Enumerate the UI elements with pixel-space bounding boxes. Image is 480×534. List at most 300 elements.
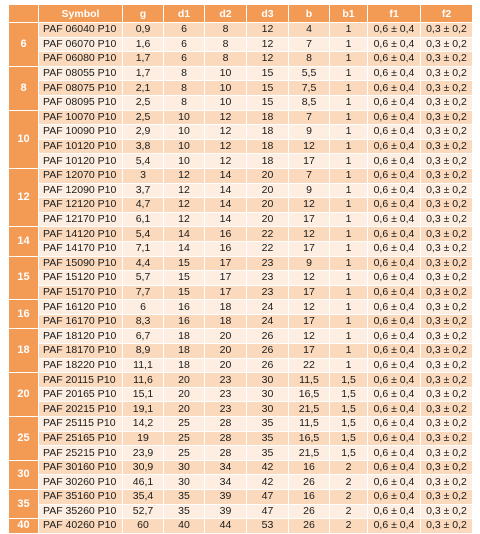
cell-d3: 22 [247, 241, 289, 256]
cell-d3: 35 [247, 431, 289, 446]
cell-d2: 20 [205, 358, 247, 373]
cell-d2: 14 [205, 212, 247, 227]
cell-f2: 0,3 ± 0,2 [421, 66, 473, 81]
cell-d3: 26 [247, 358, 289, 373]
cell-f1: 0,6 ± 0,4 [368, 373, 421, 388]
cell-d1: 25 [164, 417, 205, 432]
cell-g: 2,5 [123, 110, 164, 125]
cell-symbol: PAF 06070 P10 [39, 37, 123, 52]
header-b: b [289, 5, 330, 23]
cell-f2: 0,3 ± 0,2 [421, 198, 473, 213]
cell-d3: 26 [247, 344, 289, 359]
table-row [9, 183, 473, 198]
cell-f1: 0,6 ± 0,4 [368, 154, 421, 169]
cell-d3: 20 [247, 183, 289, 198]
cell-b: 12 [289, 198, 330, 213]
header-f1: f1 [368, 5, 421, 23]
cell-b: 17 [289, 241, 330, 256]
cell-symbol: PAF 25215 P10 [39, 446, 123, 461]
cell-g: 52,7 [123, 504, 164, 519]
cell-f2: 0,3 ± 0,2 [421, 358, 473, 373]
cell-d2: 12 [205, 125, 247, 140]
cell-symbol: PAF 15090 P10 [39, 256, 123, 271]
cell-symbol: PAF 18220 P10 [39, 358, 123, 373]
cell-d1: 12 [164, 168, 205, 183]
cell-d1: 14 [164, 227, 205, 242]
cell-b: 9 [289, 125, 330, 140]
table-row [9, 431, 473, 446]
cell-f1: 0,6 ± 0,4 [368, 490, 421, 505]
cell-b: 16,5 [289, 387, 330, 402]
table-row [9, 52, 473, 67]
cell-d2: 12 [205, 139, 247, 154]
cell-d2: 17 [205, 285, 247, 300]
table-row [9, 168, 473, 183]
cell-b1: 1 [330, 37, 368, 52]
table-row [9, 154, 473, 169]
cell-symbol: PAF 18170 P10 [39, 344, 123, 359]
cell-f2: 0,3 ± 0,2 [421, 227, 473, 242]
group-label: 30 [9, 460, 39, 489]
cell-f2: 0,3 ± 0,2 [421, 81, 473, 96]
cell-b1: 1,5 [330, 446, 368, 461]
cell-d3: 30 [247, 373, 289, 388]
cell-b1: 1 [330, 212, 368, 227]
cell-d1: 10 [164, 139, 205, 154]
cell-symbol: PAF 10090 P10 [39, 125, 123, 140]
cell-d3: 42 [247, 460, 289, 475]
table-row [9, 314, 473, 329]
table-row [9, 256, 473, 271]
header-d2: d2 [205, 5, 247, 23]
cell-d3: 22 [247, 227, 289, 242]
cell-b: 17 [289, 314, 330, 329]
cell-symbol: PAF 12070 P10 [39, 168, 123, 183]
cell-d2: 17 [205, 256, 247, 271]
header-group [9, 5, 39, 23]
cell-b: 17 [289, 212, 330, 227]
cell-d2: 28 [205, 431, 247, 446]
cell-d1: 10 [164, 154, 205, 169]
cell-b: 11,5 [289, 373, 330, 388]
table-row [9, 37, 473, 52]
table-row [9, 344, 473, 359]
cell-d3: 15 [247, 95, 289, 110]
cell-b1: 2 [330, 490, 368, 505]
cell-d1: 18 [164, 344, 205, 359]
cell-f1: 0,6 ± 0,4 [368, 125, 421, 140]
cell-f2: 0,3 ± 0,2 [421, 373, 473, 388]
cell-f1: 0,6 ± 0,4 [368, 300, 421, 315]
cell-g: 23,9 [123, 446, 164, 461]
cell-b1: 1,5 [330, 373, 368, 388]
cell-d3: 20 [247, 212, 289, 227]
cell-g: 5,4 [123, 154, 164, 169]
cell-d2: 23 [205, 387, 247, 402]
cell-g: 1,7 [123, 66, 164, 81]
table-row [9, 125, 473, 140]
cell-d3: 26 [247, 329, 289, 344]
cell-b1: 1 [330, 285, 368, 300]
cell-b1: 2 [330, 504, 368, 519]
parts-table-container [8, 4, 472, 534]
cell-f1: 0,6 ± 0,4 [368, 95, 421, 110]
cell-d1: 16 [164, 300, 205, 315]
cell-d3: 18 [247, 154, 289, 169]
cell-g: 8,9 [123, 344, 164, 359]
cell-symbol: PAF 16170 P10 [39, 314, 123, 329]
cell-b: 12 [289, 271, 330, 286]
cell-b: 16 [289, 490, 330, 505]
cell-symbol: PAF 35160 P10 [39, 490, 123, 505]
cell-b1: 1 [330, 256, 368, 271]
cell-symbol: PAF 35260 P10 [39, 504, 123, 519]
cell-d2: 39 [205, 504, 247, 519]
cell-b1: 1,5 [330, 387, 368, 402]
cell-f2: 0,3 ± 0,2 [421, 154, 473, 169]
table-row [9, 417, 473, 432]
cell-f2: 0,3 ± 0,2 [421, 475, 473, 490]
cell-d2: 8 [205, 23, 247, 38]
cell-d3: 15 [247, 66, 289, 81]
cell-d3: 47 [247, 504, 289, 519]
cell-d3: 47 [247, 490, 289, 505]
cell-d3: 53 [247, 519, 289, 534]
cell-symbol: PAF 18120 P10 [39, 329, 123, 344]
cell-d2: 23 [205, 402, 247, 417]
cell-symbol: PAF 10120 P10 [39, 139, 123, 154]
cell-f2: 0,3 ± 0,2 [421, 183, 473, 198]
cell-b1: 2 [330, 460, 368, 475]
cell-b: 17 [289, 154, 330, 169]
group-label: 40 [9, 519, 39, 534]
table-row [9, 475, 473, 490]
cell-d2: 34 [205, 460, 247, 475]
cell-d2: 14 [205, 198, 247, 213]
cell-d2: 10 [205, 95, 247, 110]
table-row [9, 139, 473, 154]
cell-f1: 0,6 ± 0,4 [368, 387, 421, 402]
table-body [9, 23, 473, 534]
cell-f1: 0,6 ± 0,4 [368, 344, 421, 359]
cell-f2: 0,3 ± 0,2 [421, 314, 473, 329]
cell-d1: 12 [164, 198, 205, 213]
cell-f1: 0,6 ± 0,4 [368, 460, 421, 475]
cell-b: 12 [289, 139, 330, 154]
header-b1: b1 [330, 5, 368, 23]
cell-g: 1,6 [123, 37, 164, 52]
cell-d1: 14 [164, 241, 205, 256]
cell-symbol: PAF 08095 P10 [39, 95, 123, 110]
table-row [9, 110, 473, 125]
cell-d2: 10 [205, 66, 247, 81]
cell-b1: 1 [330, 198, 368, 213]
cell-b: 22 [289, 358, 330, 373]
cell-g: 11,6 [123, 373, 164, 388]
cell-d1: 25 [164, 431, 205, 446]
cell-g: 19,1 [123, 402, 164, 417]
cell-symbol: PAF 25165 P10 [39, 431, 123, 446]
table-row [9, 446, 473, 461]
cell-g: 6 [123, 300, 164, 315]
cell-symbol: PAF 15170 P10 [39, 285, 123, 300]
table-row [9, 227, 473, 242]
cell-f2: 0,3 ± 0,2 [421, 212, 473, 227]
header-g: g [123, 5, 164, 23]
cell-b1: 1 [330, 314, 368, 329]
cell-d1: 18 [164, 329, 205, 344]
cell-f2: 0,3 ± 0,2 [421, 168, 473, 183]
cell-b1: 1 [330, 154, 368, 169]
cell-d1: 30 [164, 460, 205, 475]
cell-d1: 8 [164, 81, 205, 96]
cell-b: 8 [289, 52, 330, 67]
group-label: 16 [9, 300, 39, 329]
cell-b: 17 [289, 344, 330, 359]
cell-g: 2,1 [123, 81, 164, 96]
cell-f1: 0,6 ± 0,4 [368, 212, 421, 227]
cell-b1: 1 [330, 358, 368, 373]
cell-f1: 0,6 ± 0,4 [368, 431, 421, 446]
cell-g: 6,7 [123, 329, 164, 344]
cell-f1: 0,6 ± 0,4 [368, 37, 421, 52]
group-label: 20 [9, 373, 39, 417]
cell-d1: 20 [164, 402, 205, 417]
cell-f2: 0,3 ± 0,2 [421, 110, 473, 125]
cell-g: 14,2 [123, 417, 164, 432]
cell-d1: 12 [164, 183, 205, 198]
cell-f2: 0,3 ± 0,2 [421, 23, 473, 38]
cell-g: 35,4 [123, 490, 164, 505]
cell-b1: 1 [330, 168, 368, 183]
cell-f2: 0,3 ± 0,2 [421, 300, 473, 315]
cell-f1: 0,6 ± 0,4 [368, 23, 421, 38]
header-row [9, 5, 473, 23]
cell-g: 30,9 [123, 460, 164, 475]
cell-d3: 30 [247, 402, 289, 417]
cell-d1: 8 [164, 95, 205, 110]
cell-g: 4,4 [123, 256, 164, 271]
header-d1: d1 [164, 5, 205, 23]
cell-b1: 1 [330, 23, 368, 38]
table-row [9, 387, 473, 402]
cell-b: 11,5 [289, 417, 330, 432]
cell-b1: 1,5 [330, 417, 368, 432]
cell-b: 4 [289, 23, 330, 38]
cell-d2: 39 [205, 490, 247, 505]
cell-d2: 28 [205, 446, 247, 461]
cell-f1: 0,6 ± 0,4 [368, 314, 421, 329]
cell-d2: 28 [205, 417, 247, 432]
cell-g: 7,1 [123, 241, 164, 256]
cell-f1: 0,6 ± 0,4 [368, 475, 421, 490]
cell-d1: 25 [164, 446, 205, 461]
table-row [9, 66, 473, 81]
group-label: 14 [9, 227, 39, 256]
header-f2: f2 [421, 5, 473, 23]
cell-d3: 18 [247, 125, 289, 140]
cell-symbol: PAF 30260 P10 [39, 475, 123, 490]
cell-g: 60 [123, 519, 164, 534]
cell-d1: 10 [164, 125, 205, 140]
cell-d3: 15 [247, 81, 289, 96]
table-row [9, 358, 473, 373]
cell-g: 4,7 [123, 198, 164, 213]
cell-f2: 0,3 ± 0,2 [421, 504, 473, 519]
cell-f2: 0,3 ± 0,2 [421, 402, 473, 417]
cell-b1: 1 [330, 241, 368, 256]
cell-f1: 0,6 ± 0,4 [368, 446, 421, 461]
cell-d3: 12 [247, 52, 289, 67]
cell-d1: 40 [164, 519, 205, 534]
cell-d2: 16 [205, 241, 247, 256]
cell-f1: 0,6 ± 0,4 [368, 329, 421, 344]
cell-f1: 0,6 ± 0,4 [368, 81, 421, 96]
cell-b1: 1,5 [330, 431, 368, 446]
table-row [9, 402, 473, 417]
cell-d2: 20 [205, 329, 247, 344]
table-row [9, 460, 473, 475]
cell-d3: 12 [247, 37, 289, 52]
cell-b: 7 [289, 168, 330, 183]
cell-b: 7 [289, 110, 330, 125]
cell-d3: 30 [247, 387, 289, 402]
cell-d3: 23 [247, 285, 289, 300]
cell-b1: 1 [330, 139, 368, 154]
cell-d3: 24 [247, 300, 289, 315]
cell-symbol: PAF 06080 P10 [39, 52, 123, 67]
cell-f2: 0,3 ± 0,2 [421, 431, 473, 446]
cell-b: 21,5 [289, 402, 330, 417]
cell-f1: 0,6 ± 0,4 [368, 241, 421, 256]
table-row [9, 329, 473, 344]
cell-g: 11,1 [123, 358, 164, 373]
table-row [9, 23, 473, 38]
cell-d1: 15 [164, 256, 205, 271]
cell-b: 7,5 [289, 81, 330, 96]
cell-f1: 0,6 ± 0,4 [368, 110, 421, 125]
cell-b1: 1 [330, 66, 368, 81]
group-label: 6 [9, 23, 39, 67]
cell-d3: 20 [247, 168, 289, 183]
cell-d1: 12 [164, 212, 205, 227]
cell-b1: 1 [330, 329, 368, 344]
cell-b: 26 [289, 475, 330, 490]
cell-d1: 16 [164, 314, 205, 329]
cell-g: 7,7 [123, 285, 164, 300]
cell-g: 8,3 [123, 314, 164, 329]
cell-b1: 1 [330, 227, 368, 242]
cell-g: 3 [123, 168, 164, 183]
cell-d2: 18 [205, 314, 247, 329]
cell-symbol: PAF 14170 P10 [39, 241, 123, 256]
cell-b1: 1 [330, 183, 368, 198]
cell-symbol: PAF 20215 P10 [39, 402, 123, 417]
cell-d2: 10 [205, 81, 247, 96]
cell-d3: 42 [247, 475, 289, 490]
header-d3: d3 [247, 5, 289, 23]
cell-b: 12 [289, 329, 330, 344]
cell-d2: 23 [205, 373, 247, 388]
cell-f1: 0,6 ± 0,4 [368, 52, 421, 67]
table-row [9, 95, 473, 110]
cell-d2: 8 [205, 37, 247, 52]
cell-g: 0,9 [123, 23, 164, 38]
cell-b: 26 [289, 519, 330, 534]
cell-d2: 16 [205, 227, 247, 242]
cell-b1: 1,5 [330, 402, 368, 417]
cell-d1: 8 [164, 66, 205, 81]
cell-d2: 20 [205, 344, 247, 359]
cell-b: 16 [289, 460, 330, 475]
table-row [9, 198, 473, 213]
cell-d1: 6 [164, 23, 205, 38]
cell-b1: 1 [330, 52, 368, 67]
cell-g: 5,7 [123, 271, 164, 286]
cell-d3: 20 [247, 198, 289, 213]
cell-d1: 30 [164, 475, 205, 490]
cell-f1: 0,6 ± 0,4 [368, 256, 421, 271]
cell-d3: 35 [247, 446, 289, 461]
cell-f2: 0,3 ± 0,2 [421, 241, 473, 256]
cell-g: 3,8 [123, 139, 164, 154]
group-label: 8 [9, 66, 39, 110]
cell-symbol: PAF 06040 P10 [39, 23, 123, 38]
cell-d3: 24 [247, 314, 289, 329]
cell-d2: 34 [205, 475, 247, 490]
cell-f2: 0,3 ± 0,2 [421, 52, 473, 67]
cell-symbol: PAF 20165 P10 [39, 387, 123, 402]
cell-symbol: PAF 12170 P10 [39, 212, 123, 227]
cell-b1: 1 [330, 300, 368, 315]
cell-symbol: PAF 10120 P10 [39, 154, 123, 169]
cell-b1: 1 [330, 110, 368, 125]
cell-b: 7 [289, 37, 330, 52]
cell-d1: 35 [164, 490, 205, 505]
cell-symbol: PAF 12120 P10 [39, 198, 123, 213]
table-row [9, 285, 473, 300]
cell-f2: 0,3 ± 0,2 [421, 344, 473, 359]
cell-d3: 18 [247, 139, 289, 154]
cell-d2: 14 [205, 183, 247, 198]
cell-symbol: PAF 15120 P10 [39, 271, 123, 286]
table-row [9, 241, 473, 256]
cell-f2: 0,3 ± 0,2 [421, 387, 473, 402]
cell-g: 2,5 [123, 95, 164, 110]
cell-d2: 12 [205, 110, 247, 125]
table-row [9, 504, 473, 519]
cell-d1: 18 [164, 358, 205, 373]
cell-b: 17 [289, 285, 330, 300]
cell-b1: 2 [330, 519, 368, 534]
cell-b: 12 [289, 300, 330, 315]
cell-f2: 0,3 ± 0,2 [421, 37, 473, 52]
cell-f1: 0,6 ± 0,4 [368, 402, 421, 417]
cell-f2: 0,3 ± 0,2 [421, 417, 473, 432]
cell-d2: 12 [205, 154, 247, 169]
cell-d1: 35 [164, 504, 205, 519]
group-label: 12 [9, 168, 39, 226]
table-row [9, 81, 473, 96]
cell-f2: 0,3 ± 0,2 [421, 460, 473, 475]
cell-symbol: PAF 14120 P10 [39, 227, 123, 242]
parts-table [8, 4, 473, 534]
cell-d1: 20 [164, 373, 205, 388]
cell-f1: 0,6 ± 0,4 [368, 139, 421, 154]
cell-f2: 0,3 ± 0,2 [421, 329, 473, 344]
group-label: 25 [9, 417, 39, 461]
table-row [9, 212, 473, 227]
